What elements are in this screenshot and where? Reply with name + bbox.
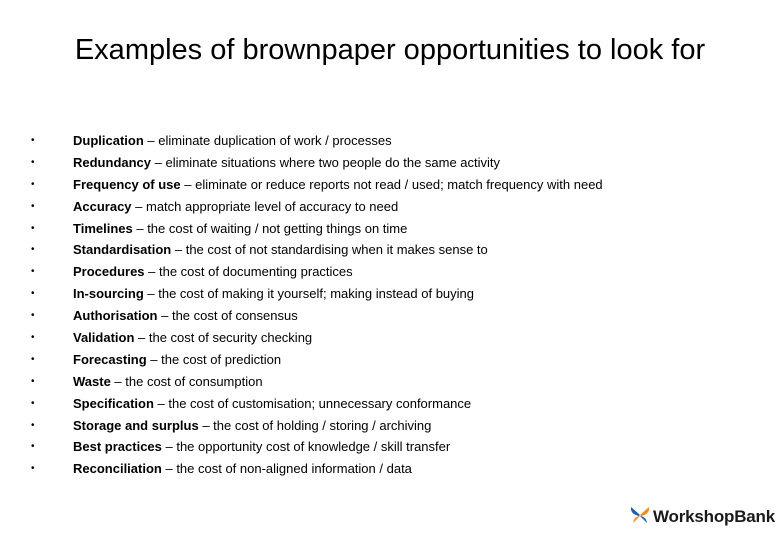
bullet-icon: •: [31, 266, 35, 278]
item-term: Accuracy: [73, 198, 132, 214]
item-description: – eliminate duplication of work / processes: [143, 133, 392, 148]
bullet-icon: •: [31, 156, 35, 168]
item-term: In-sourcing: [73, 286, 144, 302]
bullet-icon: •: [31, 441, 35, 453]
item-description: – eliminate or reduce reports not read / used; match frequency with need: [180, 176, 603, 192]
item-description: – the cost of waiting / not getting things on time: [132, 220, 408, 236]
item-description: – the cost of not standardising when it makes sense to: [171, 242, 488, 258]
item-term: Validation: [73, 330, 135, 346]
item-term: Best practices: [73, 439, 162, 455]
item-description: – match appropriate level of accuracy to need: [131, 198, 399, 214]
bullet-icon: •: [31, 288, 35, 300]
item-description: – the cost of non-aligned information / data: [161, 461, 412, 477]
workshopbank-logo: [630, 506, 775, 528]
item-description: – the cost of consumption: [110, 373, 263, 389]
item-term: Specification: [73, 395, 154, 411]
item-term: Forecasting: [73, 351, 147, 367]
item-term: Standardisation: [73, 242, 172, 258]
item-term: Duplication: [73, 133, 144, 148]
item-term: Reconciliation: [73, 461, 162, 477]
item-term: Procedures: [73, 264, 145, 280]
bullet-icon: •: [31, 463, 35, 475]
bullet-icon: •: [31, 375, 35, 387]
bullet-icon: •: [31, 397, 35, 409]
item-term: Timelines: [73, 220, 133, 236]
bullet-icon: •: [31, 135, 35, 146]
item-description: – the cost of consensus: [157, 308, 298, 324]
item-description: – the opportunity cost of knowledge / skill transfer: [161, 439, 451, 455]
item-description: – the cost of holding / storing / archiving: [198, 417, 432, 433]
item-description: – the cost of making it yourself; making instead of buying: [143, 286, 475, 302]
logo-text: WorkshopBank: [653, 507, 775, 526]
item-description: – the cost of customisation; unnecessary conformance: [153, 395, 472, 411]
item-term: Storage and surplus: [73, 417, 199, 433]
bullet-icon: •: [31, 178, 35, 190]
bullet-icon: •: [31, 419, 35, 431]
bullet-icon: •: [31, 244, 35, 256]
item-term: Redundancy: [73, 154, 152, 170]
item-term: Frequency of use: [73, 176, 181, 192]
item-description: – eliminate situations where two people do the same activity: [151, 154, 501, 170]
bullet-icon: •: [31, 200, 35, 212]
bullet-icon: •: [31, 353, 35, 365]
bullet-icon: •: [31, 332, 35, 344]
bullet-icon: •: [31, 222, 35, 234]
item-description: – the cost of security checking: [134, 330, 313, 346]
item-term: Authorisation: [73, 308, 158, 324]
item-description: – the cost of prediction: [146, 351, 282, 367]
bullet-icon: •: [31, 310, 35, 322]
item-term: Waste: [73, 373, 111, 389]
page-title: Examples of brownpaper opportunities to look for: [74, 34, 706, 66]
butterfly-icon: [630, 505, 650, 530]
item-description: – the cost of documenting practices: [144, 264, 353, 280]
